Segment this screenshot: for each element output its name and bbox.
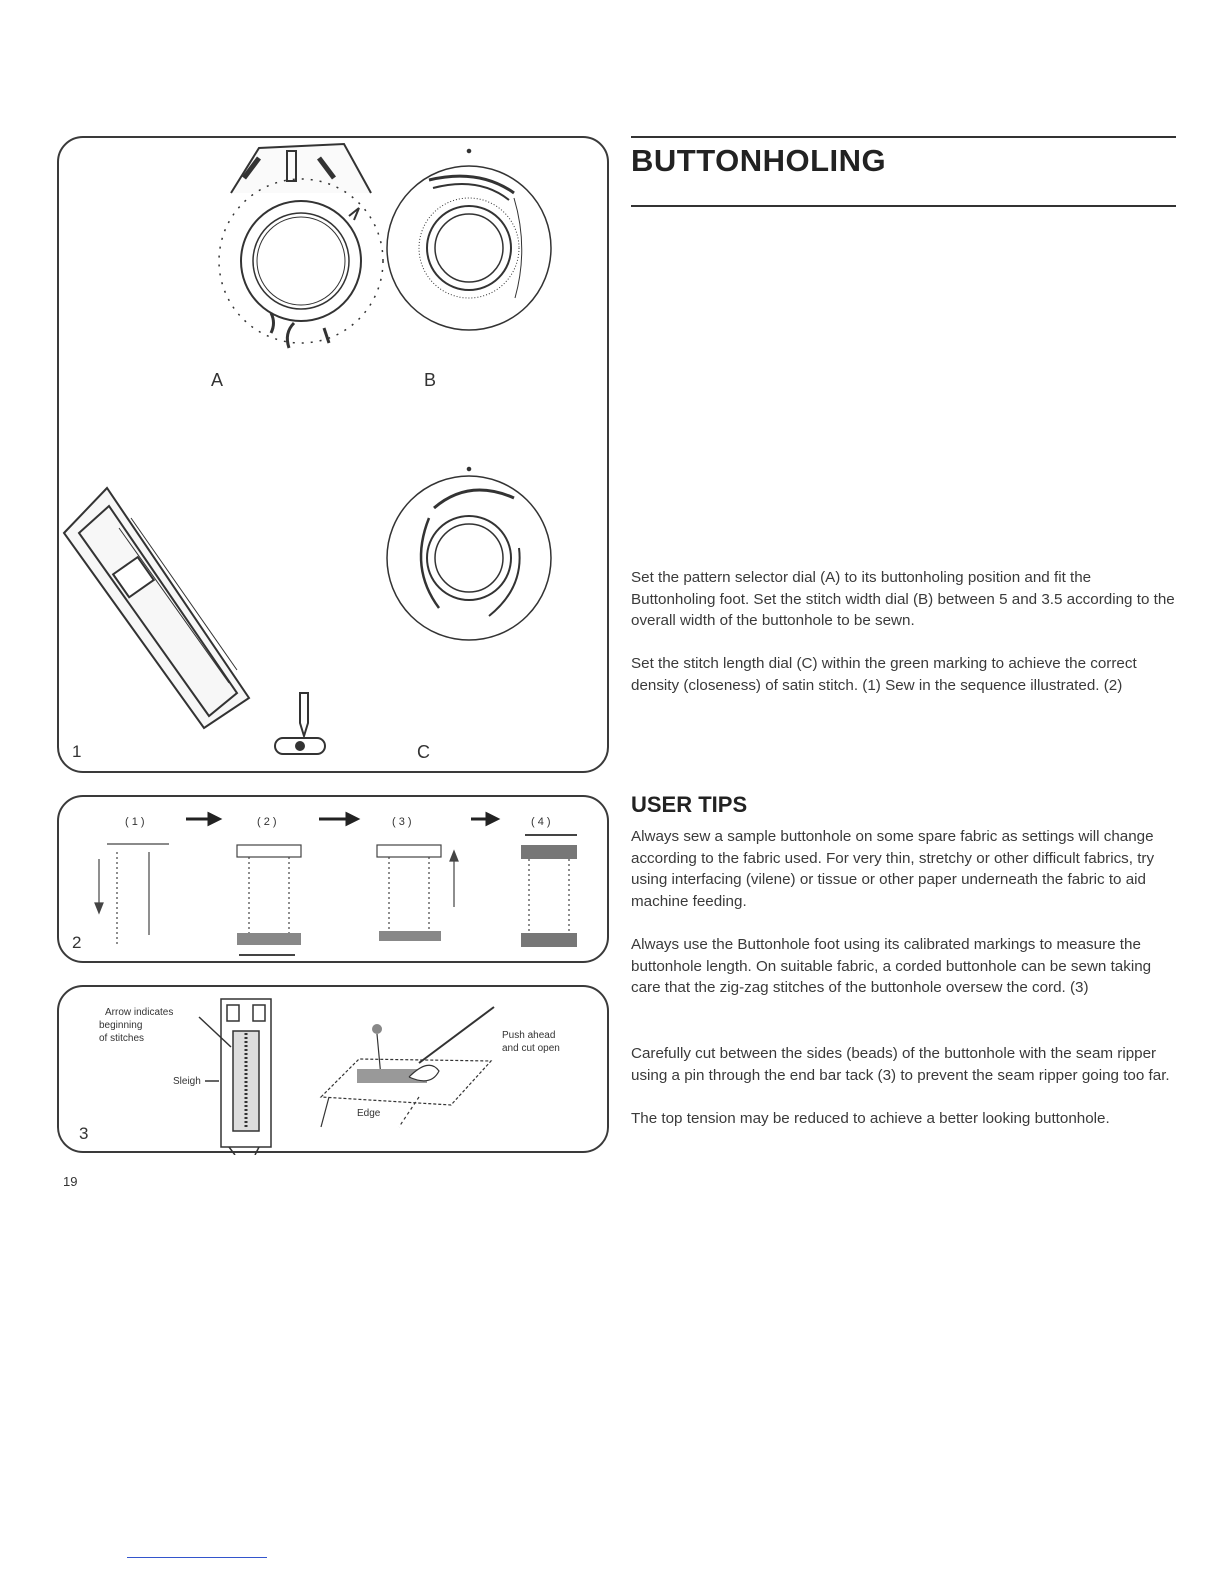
- dial-b-label: B: [424, 370, 437, 390]
- pattern-selector-dial-a: [219, 144, 383, 348]
- figure-1-illustration: [59, 138, 611, 775]
- arrow-indicates-label-3: of stitches: [99, 1033, 145, 1044]
- dial-a-label: A: [211, 370, 224, 390]
- stitch-length-dial-c: [387, 467, 551, 640]
- figure-1-panel: [57, 136, 609, 773]
- arrow-indicates-label-2: beginning: [99, 1020, 143, 1031]
- edge-label: Edge: [357, 1108, 381, 1119]
- corded-buttonhole-illustration: [59, 987, 611, 1155]
- page-title: BUTTONHOLING: [631, 143, 887, 178]
- sequence-arrows: [186, 814, 497, 824]
- figure-2-panel: [57, 795, 609, 963]
- intro-paragraph-2: Set the stitch length dial (C) within the green marking to achieve the correct density (closeness) of satin stitch. (1) Sew in the sequence illustrated. (2): [631, 655, 1137, 694]
- sequence-step-4: ( 4 ): [531, 816, 551, 828]
- page-number: 19: [63, 1174, 78, 1189]
- user-tips-heading: USER TIPS: [631, 792, 748, 817]
- intro-paragraph-1: Set the pattern selector dial (A) to its buttonholing position and fit the Buttonholing foot. Set the stitch width dial (B) between 5 and 3.5 according to the overall width of the buttonhole to be sewn.: [631, 569, 1175, 629]
- seam-ripper-drawing: [321, 1007, 494, 1127]
- dial-c-label: C: [417, 742, 430, 762]
- figure-3-number: 3: [79, 1124, 89, 1143]
- sequence-step-2: ( 2 ): [257, 816, 277, 828]
- step-4-drawing: [521, 835, 577, 947]
- step-1-drawing: [95, 844, 169, 945]
- tips-paragraph-3: Carefully cut between the sides (beads) of the buttonhole with the seam ripper using a pin through the end bar tack (3) to prevent the seam ripper going too far.: [631, 1045, 1170, 1084]
- needle-position-icon: [275, 693, 325, 754]
- sleigh-label: Sleigh: [173, 1076, 201, 1087]
- tips-paragraph-4: The top tension may be reduced to achieve a better looking buttonhole.: [631, 1110, 1110, 1127]
- buttonhole-foot: [64, 488, 249, 728]
- heading-top-rule: [631, 136, 1176, 138]
- figure-1-number: 1: [72, 742, 82, 761]
- stitch-width-dial-b: [387, 149, 551, 330]
- footer-link-underline: [127, 1557, 267, 1558]
- push-ahead-label-2: and cut open: [502, 1043, 560, 1054]
- heading-bottom-rule: [631, 205, 1176, 207]
- tips-paragraph-1: Always sew a sample buttonhole on some spare fabric as settings will change according to the fabric used. For very thin, stretchy or other difficult fabrics, try using interfacing (vilene) or tissue or other paper underneath the fabric to aid machine feeding.: [631, 828, 1155, 910]
- figure-2-number: 2: [72, 933, 82, 952]
- step-3-drawing: [377, 845, 458, 941]
- sequence-step-3: ( 3 ): [392, 816, 412, 828]
- tips-paragraph-2: Always use the Buttonhole foot using its calibrated markings to measure the buttonhole length. On suitable fabric, a corded buttonhole can be sewn taking care that the zig-zag stitches of the buttonhole oversew the cord. (3): [631, 936, 1152, 996]
- arrow-indicates-label-1: Arrow indicates: [105, 1007, 174, 1018]
- figure-3-panel: [57, 985, 609, 1153]
- buttonhole-foot-closeup: [199, 999, 271, 1155]
- sequence-step-1: ( 1 ): [125, 816, 145, 828]
- sewing-sequence-illustration: [59, 797, 611, 965]
- push-ahead-label-1: Push ahead: [502, 1030, 556, 1041]
- step-2-drawing: [237, 845, 301, 955]
